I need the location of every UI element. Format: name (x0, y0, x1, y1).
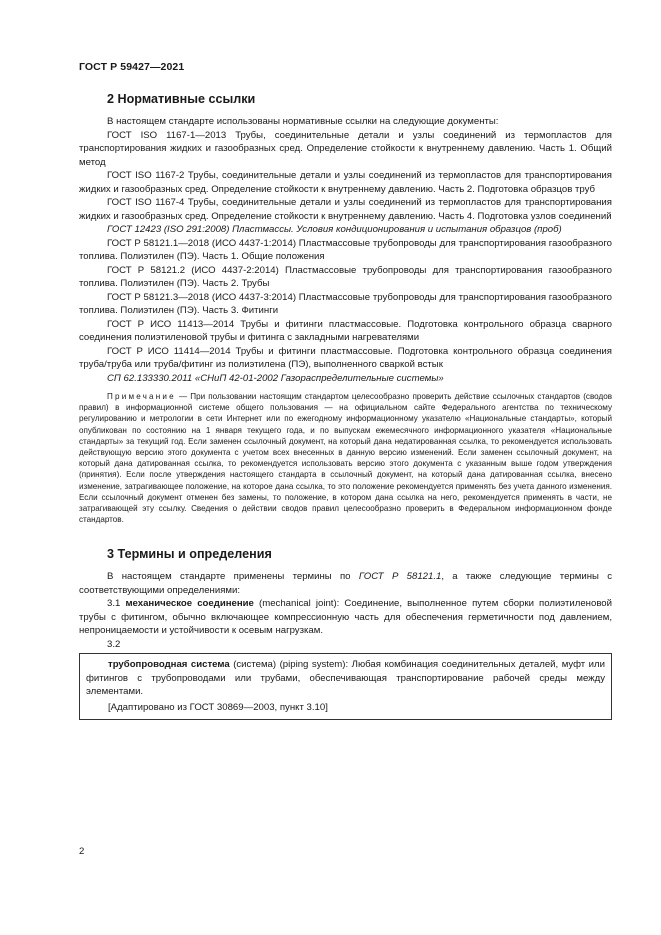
section-2-intro: В настоящем стандарте использованы нормативные ссылки на следующие документы: (107, 116, 499, 127)
term-number: 3.1 (107, 598, 126, 610)
term-3-2-box (79, 653, 612, 720)
section-3-title: 3 Термины и определения (107, 547, 272, 562)
section-2-title: 2 Нормативные ссылки (107, 92, 256, 106)
intro-ref: ГОСТ Р 58121.1 (358, 571, 442, 583)
document-header-id: ГОСТ Р 59427—2021 (79, 61, 185, 73)
reference-item: ГОСТ Р 58121.2 (ИСО 4437-2:2014) Пластмассовые трубопроводы для транспортирования газообразного топлива. Полиэтилен (ПЭ). Часть 2. Трубы (79, 264, 612, 289)
term-3-2-source: [Адаптировано из ГОСТ 30869—2003, пункт 3.10] (108, 701, 328, 713)
note-block (79, 391, 612, 525)
intro-text-end: , а также следующие термины с соответствующими определениями: (79, 571, 612, 596)
reference-item: ГОСТ Р ИСО 11413—2014 Трубы и фитинги пластмассовые. Подготовка контрольного образца сварного соединения полиэтиленовой трубы и фитинга с закладными нагревателями (79, 318, 612, 343)
note-text: — При пользовании настоящим стандартом целесообразно проверить действие ссылочных стандартов (сводов правил) в информационной системе общего пользования — на официальном сайте Федерального агентства по техническому регулированию и метрологии в сети Интернет или по ежегодному информационному указателю «Национальные стандарты», который опубликован по состоянию на 1 января текущего года, и по выпускам ежемесячного информационного указателя «Национальные стандарты» за текущий год. Если заменен ссылочный документ, на который дана недатированная ссылка, то рекомендуется использовать действующую версию этого документа с учетом всех внесенных в данную версию изменений. Если заменен ссылочный документ, на который дана датированная ссылка, то рекомендуется использовать версию этого документа с указанным выше годом утверждения (принятия). Если после утверждения настоящего стандарта в ссылочный документ, на который дана датированная ссылка, внесено изменение, затрагивающее положение, на которое дана ссылка, то это положение рекомендуется применять без учета данного изменения. Если ссылочный документ отменен без замены, то положение, в котором дана ссылка на него, рекомендуется применять в части, не затрагивающей эту ссылку. Сведения о действии сводов правил целесообразно проверить в Федеральном информационном фонде стандартов. (79, 392, 612, 525)
reference-item: ГОСТ Р ИСО 11414—2014 Трубы и фитинги пластмассовые. Подготовка контрольного образца соединения труба/труба или труба/фитинг из полиэтилена (ПЭ), выполненного сваркой встык (79, 345, 612, 370)
page-content (79, 92, 612, 720)
term-3-2 (86, 658, 605, 699)
term-name: трубопроводная система (108, 659, 230, 671)
reference-item: ГОСТ 12423 (ISO 291:2008) Пластмассы. Условия кондиционирования и испытания образцов (проб) (107, 224, 562, 235)
term-3-2-number: 3.2 (107, 638, 121, 650)
reference-item: ГОСТ ISO 1167-1—2013 Трубы, соединительные детали и узлы соединений из термопластов для транспортирования жидких и газообразных сред. Определение стойкости к внутреннему давлению. Часть 1. Общий метод (79, 129, 612, 168)
reference-item: ГОСТ ISO 1167-2 Трубы, соединительные детали и узлы соединений из термопластов для транспортирования жидких и газообразных сред. Определение стойкости к внутреннему давлению. Часть 2. Подготовка образцов труб (79, 170, 612, 195)
section-3-intro (79, 570, 612, 597)
term-3-1 (79, 597, 612, 638)
note-label: Примечание (107, 392, 176, 401)
term-name: механическое соединение (125, 598, 254, 610)
intro-text: В настоящем стандарте применены термины по (107, 571, 359, 583)
term-definition: (mechanical joint): Соединение, выполненное путем сборки полиэтиленовой трубы с фитингом, обычно включающее компрессионную часть для обеспечения герметичности под давлением, непроницаемости и устойчивости к осевым нагрузкам. (79, 598, 612, 637)
reference-item: СП 62.133330.2011 «СНиП 42-01-2002 Газораспределительные системы» (107, 372, 444, 384)
term-definition: (система) (piping system): Любая комбинация соединительных деталей, муфт или фитингов с трубопроводами или трубами, обеспечивающая транспортирование рабочей среды между элементами. (86, 659, 605, 698)
reference-item: ГОСТ Р 58121.3—2018 (ИСО 4437-3:2014) Пластмассовые трубопроводы для транспортирования газообразного топлива. Полиэтилен (ПЭ). Часть 3. Фитинги (79, 291, 612, 316)
reference-item: ГОСТ Р 58121.1—2018 (ИСО 4437-1:2014) Пластмассовые трубопроводы для транспортирования газообразного топлива. Полиэтилен (ПЭ). Часть 1. Общие положения (79, 237, 612, 262)
page-number: 2 (79, 846, 85, 857)
reference-item: ГОСТ ISO 1167-4 Трубы, соединительные детали и узлы соединений из термопластов для транспортирования жидких и газообразных сред. Определение стойкости к внутреннему давлению. Часть 4. Подготовка узлов соединений (79, 197, 612, 222)
